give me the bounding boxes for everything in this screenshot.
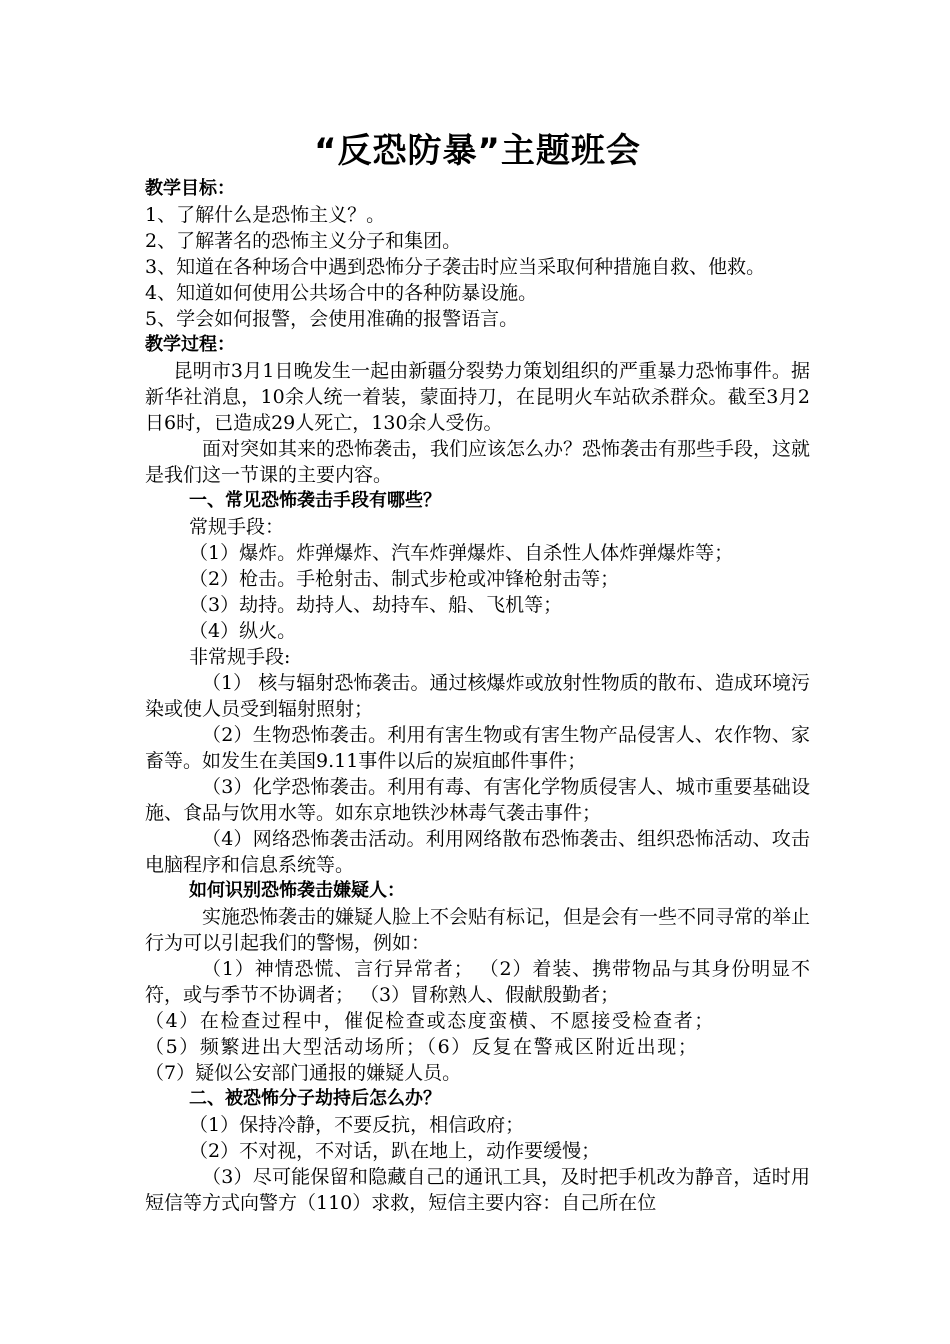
unconventional-item-2: （2）生物恐怖袭击。利用有害生物或有害生物产品侵害人、农作物、家畜等。如发生在美国9.11事件以后的炭疽邮件事件；: [145, 724, 810, 772]
objective-item-2: 2、了解著名的恐怖主义分子和集团。: [145, 230, 462, 252]
section1-heading: 一、常见恐怖袭击手段有哪些？: [189, 490, 441, 511]
unconventional-item-1: （1） 核与辐射恐怖袭击。通过核爆炸或放射性物质的散布、造成环境污染或使人员受到辐射照射；: [145, 672, 810, 720]
process-intro-paragraph: 昆明市3月1日晚发生一起由新疆分裂势力策划组织的严重暴力恐怖事件。据新华社消息，10余人统一着装，蒙面持刀，在昆明火车站砍杀群众。截至3月2日6时，已造成29人死亡，130余人受伤。: [145, 360, 810, 434]
hostage-item-2: （2）不对视，不对话，趴在地上，动作要缓慢；: [189, 1140, 601, 1162]
conventional-item-1: （1）爆炸。炸弹爆炸、汽车炸弹爆炸、自杀性人体炸弹爆炸等；: [189, 542, 734, 564]
conventional-item-2: （2）枪击。手枪射击、制式步枪或冲锋枪射击等；: [189, 568, 620, 590]
conventional-item-4: （4）纵火。: [189, 620, 297, 642]
objective-item-5: 5、学会如何报警，会使用准确的报警语言。: [145, 308, 519, 330]
section2-heading: 二、被恐怖分子劫持后怎么办？: [189, 1088, 441, 1109]
identify-signs-2: （4）在检查过程中，催促检查或态度蛮横、不愿接受检查者；: [145, 1010, 715, 1032]
conventional-item-3: （3）劫持。劫持人、劫持车、船、飞机等；: [189, 594, 563, 616]
identify-heading: 如何识别恐怖袭击嫌疑人：: [189, 880, 405, 901]
unconventional-item-3: （3）化学恐怖袭击。利用有毒、有害化学物质侵害人、城市重要基础设施、食品与饮用水等。如东京地铁沙林毒气袭击事件；: [145, 776, 810, 824]
identify-signs-1: （1）神情恐慌、言行异常者； （2）着装、携带物品与其身份明显不符，或与季节不协调者； （3）冒称熟人、假献殷勤者；: [145, 958, 810, 1006]
objective-item-3: 3、知道在各种场合中遇到恐怖分子袭击时应当采取何种措施自救、他救。: [145, 256, 766, 278]
document-title: “反恐防暴”主题班会: [314, 131, 641, 171]
objectives-heading: 教学目标：: [145, 178, 235, 199]
objective-item-1: 1、了解什么是恐怖主义？。: [145, 204, 386, 226]
process-heading: 教学过程：: [145, 334, 235, 355]
identify-signs-3: （5）频繁进出大型活动场所；（6）反复在警戒区附近出现；: [145, 1036, 699, 1058]
hostage-item-3: （3）尽可能保留和隐藏自己的通讯工具，及时把手机改为静音，适时用短信等方式向警方（110）求救，短信主要内容：自己所在位: [145, 1166, 810, 1214]
identify-intro-paragraph: 实施恐怖袭击的嫌疑人脸上不会贴有标记，但是会有一些不同寻常的举止行为可以引起我们的警惕，例如：: [145, 906, 811, 954]
hostage-item-1: （1）保持冷静，不要反抗，相信政府；: [189, 1114, 525, 1136]
conventional-label: 常规手段：: [189, 516, 285, 538]
unconventional-label: 非常规手段:: [189, 646, 291, 668]
identify-signs-4: （7）疑似公安部门通报的嫌疑人员。: [145, 1062, 462, 1084]
unconventional-item-4: （4）网络恐怖袭击活动。利用网络散布恐怖袭击、组织恐怖活动、攻击电脑程序和信息系统等。: [145, 828, 810, 876]
process-question-paragraph: 面对突如其来的恐怖袭击，我们应该怎么办？恐怖袭击有那些手段，这就是我们这一节课的主要内容。: [145, 438, 811, 486]
document-page: [145, 128, 810, 1216]
objective-item-4: 4、知道如何使用公共场合中的各种防暴设施。: [145, 282, 538, 304]
